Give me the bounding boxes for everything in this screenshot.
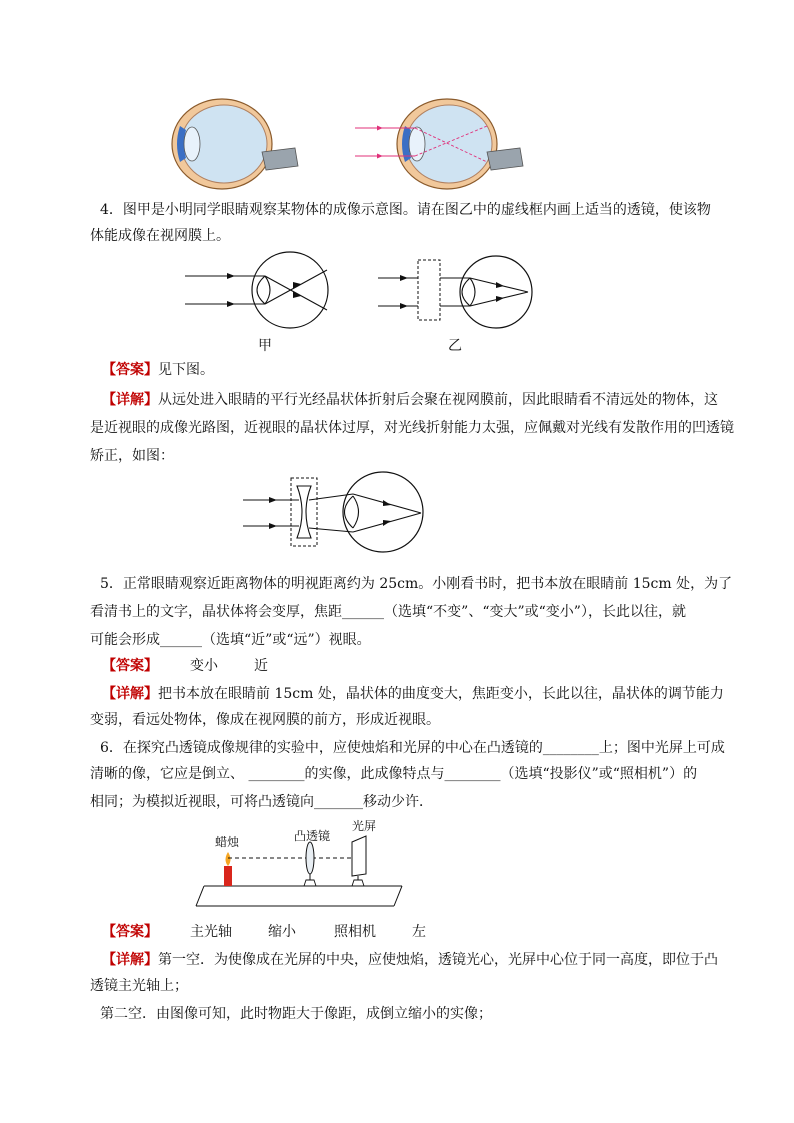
fig-label-screen: 光屏 — [352, 819, 377, 833]
q4-text-line1: 4．图甲是小明同学眼睛观察某物体的成像示意图。请在图乙中的虚线框内画上适当的透镜，使该物 — [100, 202, 711, 218]
q6-text-line1: 6．在探究凸透镜成像规律的实验中，应使烛焰和光屏的中心在凸透镜的________上；图中光屏上可成 — [100, 740, 725, 756]
q4-detail-text1: 从远处进入眼睛的平行光经晶状体折射后会聚在视网膜前，因此眼睛看不清远处的物体，这 — [158, 392, 718, 408]
q6-text-line3: 相同；为模拟近视眼，可将凸透镜向_______移动少许． — [90, 794, 433, 810]
answer-tag: 【答案】 — [102, 924, 158, 940]
q4-detail-line1 — [102, 390, 732, 410]
q4-answer-text: 见下图。 — [158, 362, 214, 378]
q5-detail-line2: 变弱，看远处物体，像成在视网膜的前方，形成近视眼。 — [90, 712, 440, 728]
q5-detail-line1 — [102, 684, 732, 704]
q6-answer — [102, 922, 732, 942]
diagram-b-eye-dashed-box — [378, 258, 538, 338]
answer-tag: 【答案】 — [102, 362, 158, 378]
q4-detail-line2: 是近视眼的成像光路图，近视眼的晶状体过厚，对光线折射能力太强，应佩戴对光线有发散作用的凹透镜 — [90, 420, 734, 436]
detail-tag: 【详解】 — [102, 392, 158, 408]
q6-detail-line2: 透镜主光轴上； — [90, 978, 188, 994]
q4-answer — [102, 360, 732, 380]
q5-answer-2: 近 — [254, 658, 268, 674]
eyeball-with-rays-icon — [355, 96, 525, 196]
q6-answer-3: 照相机 — [334, 924, 376, 940]
q6-detail-text1: 第一空．为使像成在光屏的中央，应使烛焰，透镜光心，光屏中心位于同一高度，即位于凸 — [158, 952, 718, 968]
answer-tag: 【答案】 — [102, 658, 158, 674]
q5-detail-text1: 把书本放在眼睛前 15cm 处，晶状体的曲度变大，焦距变小，长此以往，晶状体的调节能力 — [158, 686, 724, 702]
q6-detail-line3: 第二空．由图像可知，此时物距大于像距，成倒立缩小的实像； — [100, 1006, 492, 1022]
q5-answer — [102, 656, 732, 676]
fig-label-candle: 蜡烛 — [215, 835, 240, 849]
detail-tag: 【详解】 — [102, 686, 158, 702]
detail-tag: 【详解】 — [102, 952, 158, 968]
diagram-a-eye-rays — [185, 252, 335, 342]
q4-text-line2: 体能成像在视网膜上。 — [90, 228, 230, 244]
answer-diagram-concave-lens — [243, 470, 433, 552]
eyeball-cross-section-icon — [170, 96, 300, 196]
q6-answer-1: 主光轴 — [190, 924, 232, 940]
q5-text-line1: 5．正常眼睛观察近距离物体的明视距离约为 25cm。小刚看书时，把书本放在眼睛前 15cm 处，为了 — [100, 576, 733, 592]
diagram-a-label: 甲 — [258, 338, 272, 354]
q5-answer-1: 变小 — [190, 658, 218, 674]
diagram-b-label: 乙 — [448, 338, 462, 354]
q5-text-line3: 可能会形成______（选填“近”或“远”）视眼。 — [90, 632, 371, 648]
q6-answer-4: 左 — [412, 924, 426, 940]
q4-detail-line3: 矫正，如图： — [90, 448, 174, 464]
fig-label-lens: 凸透镜 — [294, 829, 331, 843]
q6-answer-2: 缩小 — [268, 924, 296, 940]
q5-text-line2: 看清书上的文字，晶状体将会变厚，焦距______（选填“不变”、“变大”或“变小”），长此以往，就 — [90, 604, 686, 620]
q6-text-line2: 清晰的像，它应是倒立、 ________的实像，此成像特点与________（选填“投影仪”或“照相机”）的 — [90, 766, 698, 782]
q6-detail-line1 — [102, 950, 732, 970]
